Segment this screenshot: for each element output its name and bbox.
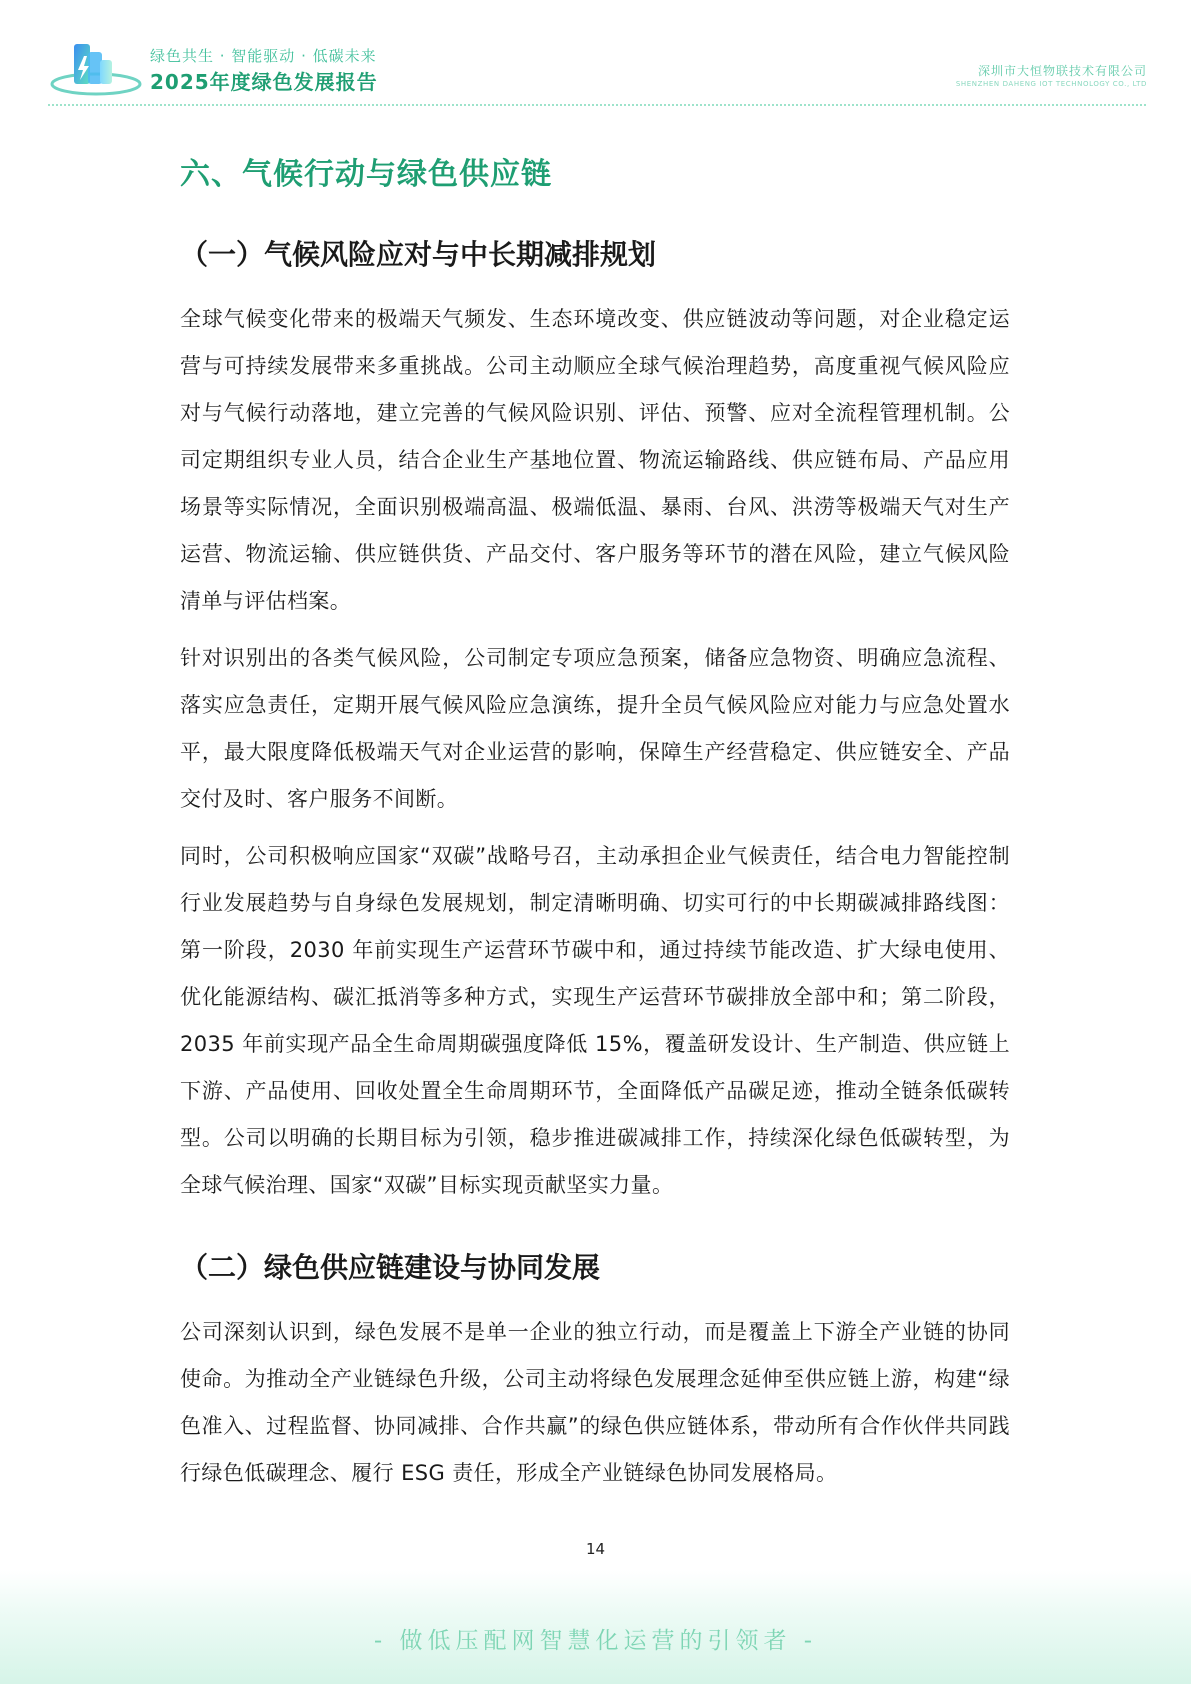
company-name-cn: 深圳市大恒物联技术有限公司: [977, 64, 1147, 78]
report-title: 2025年度绿色发展报告: [150, 70, 378, 94]
paragraph: 同时，公司积极响应国家“双碳”战略号召，主动承担企业气候责任，结合电力智能控制行业发展趋势与自身绿色发展规划，制定清晰明确、切实可行的中长期碳减排路线图：第一阶段，2030 年前实现生产运营环节碳中和，通过持续节能改造、扩大绿电使用、优化能源结构、碳汇抵消等多种方式，实现生产运营环节碳排放全部中和；第二阶段，2035 年前实现产品全生命周期碳强度降低 15%，覆盖研发设计、生产制造、供应链上下游、产品使用、回收处置全生命周期环节，全面降低产品碳足迹，推动全链条低碳转型。公司以明确的长期目标为引领，稳步推进碳减排工作，持续深化绿色低碳转型，为全球气候治理、国家“双碳”目标实现贡献坚实力量。: [180, 844, 1010, 1197]
section-title-2: （二）绿色供应链建设与协同发展: [180, 1251, 601, 1284]
paragraph: 全球气候变化带来的极端天气频发、生态环境改变、供应链波动等问题，对企业稳定运营与可持续发展带来多重挑战。公司主动顺应全球气候治理趋势，高度重视气候风险应对与气候行动落地，建立完善的气候风险识别、评估、预警、应对全流程管理机制。公司定期组织专业人员，结合企业生产基地位置、物流运输路线、供应链布局、产品应用场景等实际情况，全面识别极端高温、极端低温、暴雨、台风、洪涝等极端天气对生产运营、物流运输、供应链供货、产品交付、客户服务等环节的潜在风险，建立气候风险清单与评估档案。: [180, 307, 1010, 613]
footer-slogan: - 做低压配网智慧化运营的引领者 -: [373, 1628, 818, 1654]
page-content: [180, 150, 1010, 1497]
header-divider: [48, 104, 1146, 106]
company-name-en: SHENZHEN DAHENG IOT TECHNOLOGY CO., LTD: [955, 80, 1147, 88]
section-title-1: （一）气候风险应对与中长期减排规划: [180, 238, 657, 271]
page-header: [0, 0, 1191, 110]
report-tagline: 绿色共生 · 智能驱动 · 低碳未来: [150, 47, 377, 65]
page-number: 14: [585, 1540, 606, 1558]
page-footer: [0, 1570, 1191, 1684]
paragraph: 针对识别出的各类气候风险，公司制定专项应急预案，储备应急物资、明确应急流程、落实应急责任，定期开展气候风险应急演练，提升全员气候风险应对能力与应急处置水平，最大限度降低极端天气对企业运营的影响，保障生产经营稳定、供应链安全、产品交付及时、客户服务不间断。: [180, 646, 1010, 811]
report-logo-icon: [48, 38, 148, 98]
paragraph: 公司深刻认识到，绿色发展不是单一企业的独立行动，而是覆盖上下游全产业链的协同使命。为推动全产业链绿色升级，公司主动将绿色发展理念延伸至供应链上游，构建“绿色准入、过程监督、协同减排、合作共赢”的绿色供应链体系，带动所有合作伙伴共同践行绿色低碳理念、履行 ESG 责任，形成全产业链绿色协同发展格局。: [180, 1320, 1010, 1485]
chapter-title: 六、气候行动与绿色供应链: [180, 157, 552, 192]
